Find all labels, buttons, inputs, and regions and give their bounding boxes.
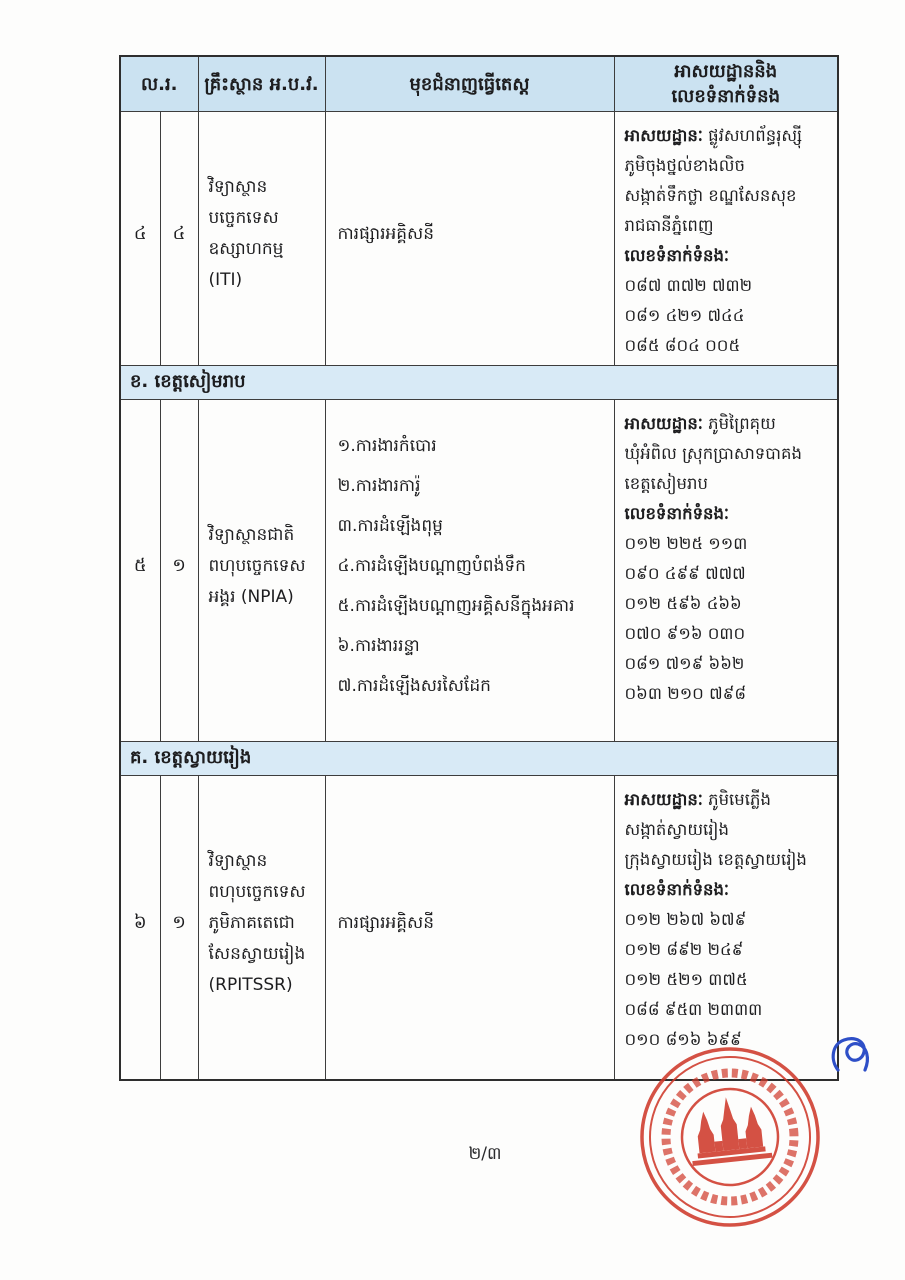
cell-no xyxy=(120,112,160,366)
institution-name xyxy=(199,776,325,1070)
header-no-label: ល.រ. xyxy=(140,73,178,95)
text-line: ការផ្សារអគ្គិសនី xyxy=(337,913,435,933)
cell-skills xyxy=(325,776,614,1081)
cell-institution xyxy=(198,776,325,1081)
text-line: ០៨៧ ៣៧២ ៧៣២ xyxy=(624,276,753,295)
text-line: ៧.ការដំឡើងសរសៃដែក xyxy=(337,676,491,696)
section-cell xyxy=(120,366,838,400)
table-row-iti xyxy=(120,112,838,366)
text-line: ២.ការងារការ៉ូ xyxy=(337,476,421,496)
address-first-line xyxy=(625,121,832,151)
text-line: (RPITSSR) xyxy=(208,974,293,995)
pen-initial-mark xyxy=(824,1030,884,1092)
address-street: ភូមិមេភ្លើង xyxy=(708,790,771,809)
phone-label: លេខទំនាក់ទំនងៈ xyxy=(624,504,730,523)
address-street: ភូមិព្រៃគុយ xyxy=(708,414,776,433)
text-line: ភូមិចុងថ្នល់ខាងលិច xyxy=(624,156,745,175)
text-line: ពហុបច្ចេកទេស xyxy=(208,881,306,902)
text-line: ០៩០ ៤៩៩ ៧៧៧ xyxy=(624,564,746,583)
address-label: អាសយដ្ឋានៈ xyxy=(624,126,703,145)
header-skill xyxy=(325,56,614,112)
institution-name xyxy=(199,112,325,356)
cell-sub-no xyxy=(160,400,198,742)
section-cell xyxy=(120,742,838,776)
text-line: ០៨៨ ៩៥៣ ២៣៣៣ xyxy=(624,1000,763,1019)
text-line: ០១២ ២២៥ ១១៣ xyxy=(624,534,748,553)
text-line: ៣.ការដំឡើងពុម្ព xyxy=(337,516,443,536)
address-block xyxy=(615,400,838,741)
text-line: ពហុបច្ចេកទេស xyxy=(208,555,306,576)
address-street: ផ្លូវសហព័ន្ធរុស្ស៊ី xyxy=(708,126,803,145)
header-contact-label xyxy=(615,57,838,111)
header-contact-line1: អាសយដ្ឋាននិង xyxy=(674,61,778,82)
text-line: ៦.ការងាររន្ទា xyxy=(337,636,420,656)
phone-label: លេខទំនាក់ទំនងៈ xyxy=(624,246,730,265)
row-number: ៥ xyxy=(133,554,147,576)
skills-list xyxy=(326,400,614,732)
address-first-line xyxy=(625,785,832,815)
text-line: ឃុំអំពិល ស្រុកប្រាសាទបាគង xyxy=(624,444,802,463)
header-contact xyxy=(614,56,838,112)
table-header-row xyxy=(120,56,838,112)
phone-numbers xyxy=(625,271,832,361)
text-line: វិទ្យាស្ថាន xyxy=(208,177,268,197)
text-line: សង្កាត់ស្វាយរៀង xyxy=(624,820,729,839)
header-skill-label: មុខជំនាញធ្វើតេស្ត xyxy=(409,73,530,95)
address-label: អាសយដ្ឋានៈ xyxy=(624,414,703,433)
text-line: ០៨១ ៤២១ ៧៤៤ xyxy=(624,306,745,325)
text-line: ការផ្សារអគ្គិសនី xyxy=(337,224,435,244)
cell-address xyxy=(614,400,838,742)
text-line: ០១២ ៨៩២ ២៤៩ xyxy=(624,940,744,959)
table-row-rpitssr xyxy=(120,776,838,1081)
skills-list xyxy=(326,776,614,1070)
cell-skills xyxy=(325,112,614,366)
text-line: ១.ការងារកំបោរ xyxy=(337,436,437,456)
text-line: ៥.ការដំឡើងបណ្តាញអគ្គិសនីក្នុងអគារ xyxy=(337,596,575,616)
cell-sub-no xyxy=(160,776,198,1081)
text-line: បច្ចេកទេស xyxy=(208,208,279,228)
row-sub-number: ៤ xyxy=(172,222,186,244)
official-seal-stamp xyxy=(626,1033,835,1242)
header-contact-line2: លេខទំនាក់ទំនង xyxy=(671,86,781,107)
text-line: ០៧០ ៩១៦ ០៣០ xyxy=(624,624,746,643)
phone-numbers xyxy=(625,529,832,709)
phone-label: លេខទំនាក់ទំនងៈ xyxy=(624,880,730,899)
test-centers-table xyxy=(119,55,839,1081)
cell-institution xyxy=(198,112,325,366)
text-line: ០១០ ៨១៦ ៦៩៩ xyxy=(624,1030,742,1049)
address-lines xyxy=(625,151,832,241)
address-block xyxy=(615,112,838,365)
address-label: អាសយដ្ឋានៈ xyxy=(624,790,703,809)
table-row-npia xyxy=(120,400,838,742)
text-line: ០៨១ ៧១៩ ៦៦២ xyxy=(624,654,745,673)
cell-skills xyxy=(325,400,614,742)
text-line: ០១២ ៥២១ ៣៧៥ xyxy=(624,970,748,989)
address-lines xyxy=(625,439,832,499)
cell-sub-no xyxy=(160,112,198,366)
header-no xyxy=(120,56,198,112)
skills-list xyxy=(326,112,614,356)
text-line: ០១២ ២៦៧ ៦៧៩ xyxy=(624,910,747,929)
text-line: ក្រុងស្វាយរៀង ខេត្តស្វាយរៀង xyxy=(624,850,807,869)
address-lines xyxy=(625,815,832,875)
text-line: ខេត្តសៀមរាប xyxy=(624,474,708,493)
cell-institution xyxy=(198,400,325,742)
section-label: ខ. ខេត្តសៀមរាប xyxy=(130,371,246,392)
text-line: ០៨៥ ៨០៤ ០០៥ xyxy=(624,336,741,355)
phone-numbers xyxy=(625,905,832,1055)
row-sub-number: ១ xyxy=(172,554,186,576)
text-line: ភូមិភាគតេជោ xyxy=(208,912,295,933)
cell-address xyxy=(614,112,838,366)
institution-name xyxy=(199,400,325,732)
row-number: ៤ xyxy=(133,222,147,244)
text-line: ០១២ ៥៩៦ ៤៦៦ xyxy=(624,594,742,613)
page-number: ២/៣ xyxy=(468,1144,502,1164)
row-sub-number: ១ xyxy=(172,911,186,933)
text-line: សែនស្វាយរៀង xyxy=(208,943,306,964)
cell-no xyxy=(120,776,160,1081)
text-line: អង្គរ (NPIA) xyxy=(208,586,294,607)
section-label: គ. ខេត្តស្វាយរៀង xyxy=(130,747,252,768)
section-band-siem-reap xyxy=(120,366,838,400)
text-line: វិទ្យាស្ថាន xyxy=(208,850,268,871)
text-line: វិទ្យាស្ថានជាតិ xyxy=(208,524,295,545)
section-band-svay-rieng xyxy=(120,742,838,776)
angkor-wat-icon xyxy=(686,1093,772,1166)
row-number: ៦ xyxy=(133,911,147,933)
header-institution-label: គ្រឹះស្ថាន អ.ប.វ. xyxy=(204,73,319,95)
text-line: រាជធានីភ្នំពេញ xyxy=(624,216,714,235)
address-first-line xyxy=(625,409,832,439)
text-line: (ITI) xyxy=(208,270,243,290)
header-institution xyxy=(198,56,325,112)
cell-no xyxy=(120,400,160,742)
text-line: ០៦៣ ២១០ ៧៩៨ xyxy=(624,684,747,703)
text-line: ឧស្សាហកម្ម xyxy=(208,239,284,259)
text-line: សង្កាត់ទឹកថ្លា ខណ្ឌសែនសុខ xyxy=(624,186,797,205)
text-line: ៤.ការដំឡើងបណ្តាញបំពង់ទឹក xyxy=(337,556,526,576)
